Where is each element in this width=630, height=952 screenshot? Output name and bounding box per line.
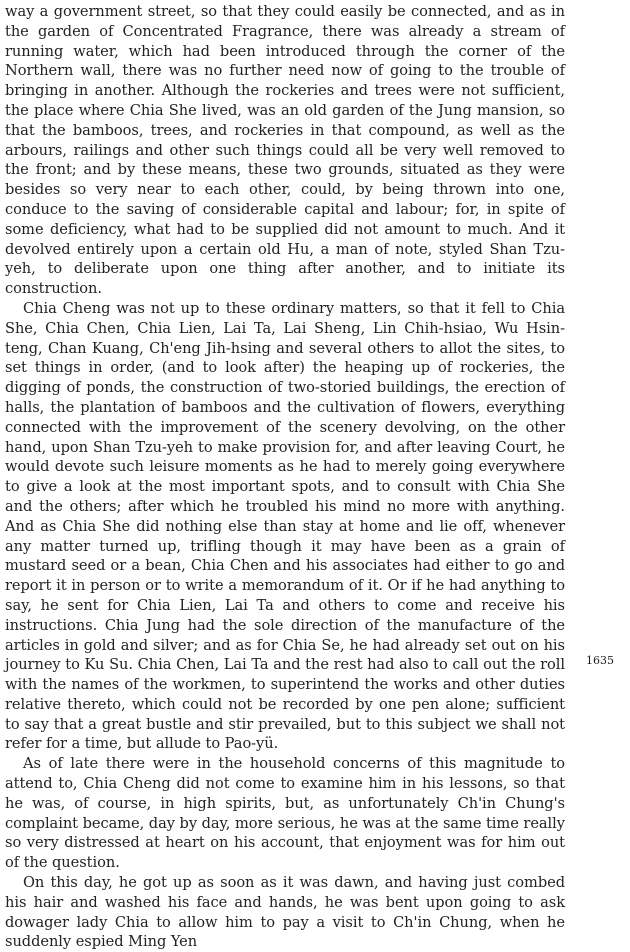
page-text — [5, 2, 565, 952]
paragraph-this-day: On this day, he got up as soon as it was dawn, and having just combed his hair and washed his face and hands, he was bent upon going to ask dowager lady Chia to allow him to pay a visit to Ch'in Chung, when he suddenly espied Ming Yen — [5, 874, 565, 951]
paragraph-chia-cheng-matters: Chia Cheng was not up to these ordinary matters, so that it fell to Chia She, Chia Chen, Chia Lien, Lai Ta, Lai Sheng, Lin Chih-hsiao, Wu Hsin-teng, Chan Kuang, Ch'eng Jih-hsing and several others to allot the sites, to set things in order, (and to look after) the heaping up of rockeries, the digging of ponds, the construction of two-storied buildings, the erection of halls, the plantation of bamboos and the cultivation of flowers, everything connected with the improvement of the scenery devolving, on the other hand, upon Shan Tzu-yeh to make provision for, and after leaving Court, he would devote such leisure moments as he had to merely going everywhere to give a look at the most important spots, and to consult with Chia She and the others; after which he troubled his mind no more with anything. And as Chia She did nothing else than stay at home and lie off, whenever any matter turned up, trifling though it may have been as a grain of mustard seed or a bean, Chia Chen and his associates had either to go and report it in person or to write a memorandum of it. Or if he had anything to say, he sent for Chia Lien, Lai Ta and others to come and receive his instructions. Chia Jung had the sole direction of the manufacture of the articles in gold and silver; and as for Chia Se, he had already set out on his journey to Ku Su. Chia Chen, Lai Ta and the rest had also to call out the roll with the names of the workmen, to superintend the works and other duties relative thereto, which could not be recorded by one pen alone; sufficient to say that a great bustle and stir prevailed, but to this subject we shall not refer for a time, but allude to Pao-yü. — [5, 299, 565, 753]
paragraph-household-concerns: As of late there were in the household concerns of this magnitude to attend to, Chia Cheng did not come to examine him in his lessons, so that he was, of course, in high spirits, but, as unfortunately Ch'in Chung's complaint became, day by day, more serious, he was at the same time really so very distressed at heart on his account, that enjoyment was for him out of the question. — [5, 755, 565, 872]
paragraph-continuation: way a government street, so that they could easily be connected, and as in the garden of Concentrated Fragrance, there was already a stream of running water, which had been introduced through the corner of the Northern wall, there was no further need now of going to the trouble of bringing in another. Although the rockeries and trees were not sufficient, the place where Chia She lived, was an old garden of the Jung mansion, so that the bamboos, trees, and rockeries in that compound, as well as the arbours, railings and other such things could all be very well removed to the front; and by these means, these two grounds, situated as they were besides so very near to each other, could, by being thrown into one, conduce to the saving of considerable capital and labour; for, in spite of some deficiency, what had to be supplied did not amount to much. And it devolved entirely upon a certain old Hu, a man of note, styled Shan Tzu-yeh, to deliberate upon one thing after another, and to initiate its construction. — [5, 3, 565, 298]
page-number: 1635 — [586, 654, 614, 667]
